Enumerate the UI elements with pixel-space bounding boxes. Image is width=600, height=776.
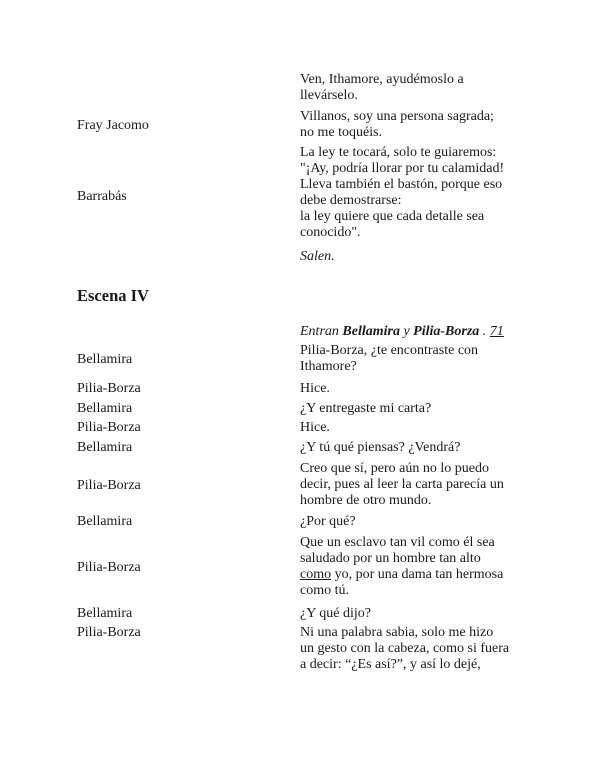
speaker-name: Bellamira [77,514,133,529]
character-name: Pilia-Borza [413,324,480,339]
speech-line: Pilia-Borza, ¿te encontraste con [300,343,479,358]
speaker-name: Pilia-Borza [77,420,141,435]
speaker-name: Bellamira [77,401,133,416]
speech-block [300,461,540,509]
speaker-name: Fray Jacomo [77,118,149,133]
stage-prefix: Entran [300,324,339,339]
speech-block [300,72,540,104]
speech-block [300,343,540,375]
speech-line: ¿Y qué dijo? [300,606,372,621]
speech-line: Lleva también el bastón, porque eso [300,177,503,192]
speech-block [300,145,540,241]
speech-line: debe demostrarse: [300,193,402,208]
speech-line: "¡Ay, podría llorar por tu calamidad! [300,161,505,176]
speech-line: hombre de otro mundo. [300,493,432,508]
speech-line: Hice. [300,381,330,396]
speaker-name: Barrabás [77,189,127,204]
speech-line: ¿Por qué? [300,514,356,529]
underlined-word: como [300,567,332,582]
stage-direction-exit: Salen. [300,249,335,264]
speaker-name: Pilia-Borza [77,625,141,640]
speech-line: La ley te tocará, solo te guiaremos: [300,145,497,160]
stage-period: . [482,324,487,339]
speech-line: como tú. [300,583,349,598]
character-name: Bellamira [342,324,400,339]
speaker-name: Pilia-Borza [77,478,141,493]
speaker-name: Pilia-Borza [77,381,141,396]
speech-line: ¿Y entregaste mi carta? [300,401,432,416]
speech-line: decir, pues al leer la carta parecía un [300,477,504,492]
speaker-name: Bellamira [77,440,133,455]
speaker-name: Bellamira [77,606,133,621]
speech-line: un gesto con la cabeza, como si fuera [300,641,510,656]
speech-line: Creo que sí, pero aún no lo puedo [300,461,489,476]
speech-block [300,535,540,599]
speech-line: Hice. [300,420,330,435]
speech-block [300,109,540,141]
scene-heading: Escena IV [77,286,149,305]
footnote-link[interactable]: 71 [489,324,504,339]
speech-line: conocido". [300,225,361,240]
speech-line: a decir: “¿Es así?”, y así lo dejé, [300,657,481,672]
speech-line: Ven, Ithamore, ayudémoslo a [300,72,464,87]
speech-line: no me toquéis. [300,125,383,140]
speech-line: la ley quiere que cada detalle sea [300,209,485,224]
speech-line: Ni una palabra sabia, solo me hizo [300,625,494,640]
speech-line: Ithamore? [300,359,357,374]
speech-line: Villanos, soy una persona sagrada; [300,109,494,124]
speech-line [300,567,540,583]
speech-line: Que un esclavo tan vil como él sea [300,535,495,550]
speech-line: llevárselo. [300,88,358,103]
speech-block [300,625,540,673]
speech-line: saludado por un hombre tan alto [300,551,481,566]
speaker-name: Bellamira [77,352,133,367]
speech-fragment: yo, por una dama tan hermosa [331,567,504,582]
stage-direction-entrance [300,324,540,340]
speaker-name: Pilia-Borza [77,560,141,575]
speech-line: ¿Y tú qué piensas? ¿Vendrá? [300,440,461,455]
stage-joiner: y [403,324,410,339]
